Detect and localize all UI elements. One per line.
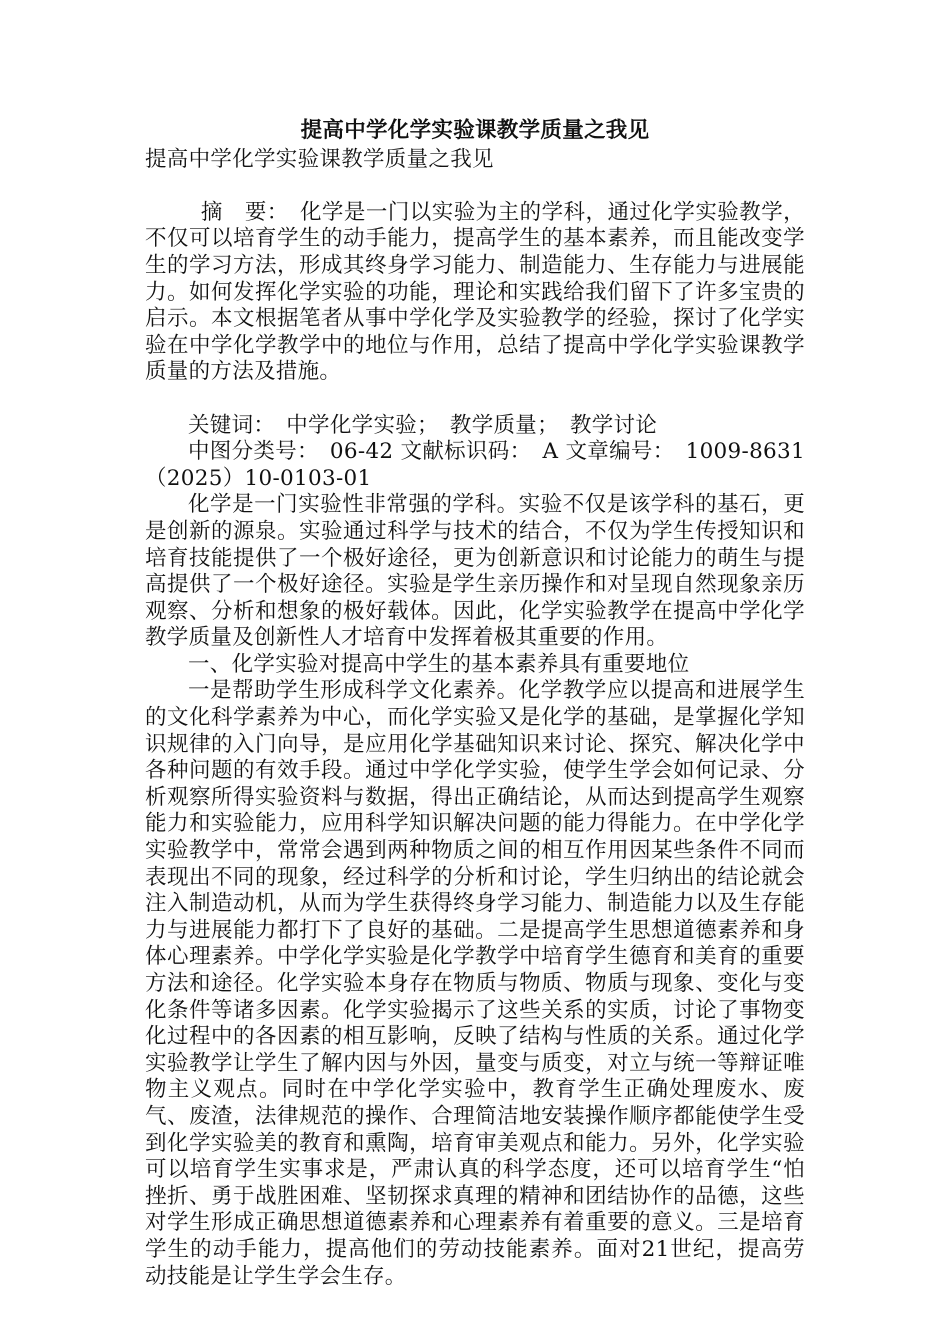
blank-line [145,173,805,200]
keywords-line: 关键词： 中学化学实验； 教学质量； 教学讨论 [188,412,658,438]
body-paragraph-section-1: 一是帮助学生形成科学文化素养。化学教学应以提高和进展学生的文化科学素养为中心，而化学实验又是化学的基础，是掌握化学知识规律的入门向导，是应用化学基础知识来讨论、探究、解决化学中各种问题的有效手段。通过中学化学实验，使学生学会如何记录、分析观察所得实验资料与数据，得出正确结论，从而达到提高学生观察能力和实验能力，应用科学知识解决问题的能力得能力。在中学化学实验教学中，常常会遇到两种物质之间的相互作用因某些条件不同而表现出不同的现象，经过科学的分析和讨论，学生归纳出的结论就会注入制造动机，从而为学生获得终身学习能力、制造能力以及生存能力与进展能力都打下了良好的基础。二是提高学生思想道德素养和身体心理素养。中学化学实验是化学教学中培育学生德育和美育的重要方法和途径。化学实验本身存在物质与物质、物质与现象、变化与变化条件等诸多因素。化学实验揭示了这些关系的实质，讨论了事物变化过程中的各因素的相互影响，反映了结构与性质的关系。通过化学实验教学让学生了解内因与外因，量变与质变，对立与统一等辩证唯物主义观点。同时在中学化学实验中，教育学生正确处理废水、废气、废渣，法律规范的操作、合理简洁地安装操作顺序都能使学生受到化学实验美的教育和熏陶，培育审美观点和能力。另外，化学实验可以培育学生实事求是，严肃认真的科学态度，还可以培育学生“怕挫折、勇于战胜困难、坚韧探求真理的精神和团结协作的品德，这些对学生形成正确思想道德素养和心理素养有着重要的意义。三是培育学生的动手能力，提高他们的劳动技能素养。面对21世纪，提高劳动技能是让学生学会生存。 [145,678,805,1289]
classification-line: 中图分类号： 06-42 文献标识码： A 文章编号： 1009-8631（2025）10-0103-01 [145,439,805,491]
document-title: 提高中学化学实验课教学质量之我见 [300,118,650,143]
document-subtitle: 提高中学化学实验课教学质量之我见 [145,146,494,172]
body-paragraph-intro: 化学是一门实验性非常强的学科。实验不仅是该学科的基石，更是创新的源泉。实验通过科学与技术的结合，不仅为学生传授知识和培育技能提供了一个极好途径，更为创新意识和讨论能力的萌生与提高提供了一个极好途径。实验是学生亲历操作和对呈现自然现象亲历观察、分析和想象的极好载体。因此，化学实验教学在提高中学化学教学质量及创新性人才培育中发挥着极其重要的作用。 [145,492,805,651]
blank-line [145,386,805,413]
section-heading-1: 一、化学实验对提高中学生的基本素养具有重要地位 [188,651,690,677]
abstract-label: 摘 要： [200,199,278,225]
abstract-text: 化学是一门以实验为主的学科，通过化学实验教学，不仅可以培育学生的动手能力，提高学生的基本素养，而且能改变学生的学习方法，形成其终身学习能力、制造能力、生存能力与进展能力。如何发挥化学实验的功能，理论和实践给我们留下了许多宝贵的启示。本文根据笔者从事中学化学及实验教学的经验，探讨了化学实验在中学化学教学中的地位与作用，总结了提高中学化学实验课教学质量的方法及措施。 [145,199,805,385]
document-page [145,118,805,1290]
abstract-paragraph [145,200,805,386]
